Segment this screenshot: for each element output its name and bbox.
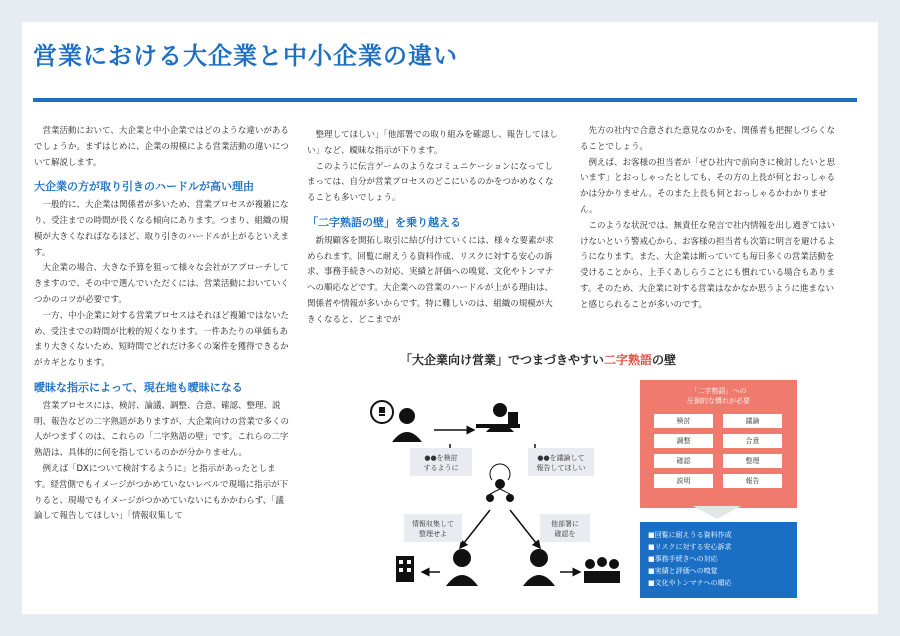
paragraph: 例えば「DXについて検討するように」と指示があったとします。経営側でもイメージがつかめていないレベルで現場に指示が下りると、現場でもイメージがつかめていないにもかかわらず、「議論して報告してほしい」「情報収集して [34,463,289,522]
word-grid [654,414,782,488]
figure-title-highlight: 二字熟語 [604,353,653,367]
team-hierarchy-icon [486,464,514,502]
requirement-item: ■文化やトンマナへの順応 [648,579,732,587]
paragraph: 整理してほしい」「他部署での取り組みを確認し、報告してほしい」など、曖昧な指示が下ります。 [307,130,558,156]
bubble-text: 他部署に [551,520,579,528]
word-cell: 整理 [723,454,782,468]
bubble-text: ●●を議論して [537,454,585,462]
paragraph: 例えば、お客様の担当者が「ぜひ社内で前向きに検討したいと思います」とおっしゃったとしても、その方の上長が何とおっしゃるかは分かりません。そのまた上長も何とおっしゃるかわかりません。 [580,157,836,215]
instruction-bubble-left [410,448,472,476]
bubble-text: 整理せよ [419,530,447,538]
requirements-list [640,522,797,598]
bubble-text: ●●を検討 [424,454,458,462]
instruction-bubble-lower-right [540,514,590,542]
down-arrow-icon [693,506,741,519]
paragraph: 一方、中小企業に対する営業プロセスはそれほど複雑ではないため、受注までの時間が比較的短くなります。一件あたりの単価もあまり大きくないため、短時間でどれだけ多くの案件を獲得できるかがカギとなります。 [34,310,290,369]
requirement-item: ■事務手続きへの対応 [648,555,718,563]
building-icon [396,556,414,582]
bubble-text: するように [423,464,459,472]
paragraph: 新規顧客を開拓し取引に結び付けていくには、様々な要素が求められます。回覧に耐えうる資料作成、リスクに対する安心の訴求、事務手続きへの対応、実績と評価への嗅覚、文化やトンマナへの順応などです。大企業への営業のハードルが上がる理由は、関係者や情報が多いからです。特に難しいのは、組織の規模が大きくなると、どこまでが [307,235,554,325]
two-kanji-words-panel [640,380,797,508]
word-cell: 議論 [723,414,782,428]
bubble-text: 確認を [554,530,576,538]
word-cell: 説明 [654,474,713,488]
staff-person-icon [446,549,478,586]
paragraph: 大企業の場合、大きな予算を狙って様々な会社がアプローチしてきますので、その中で選んでいただくには、営業活動においていくつかのコツが必要です。 [34,263,290,305]
title-underline [33,98,857,102]
figure-title [400,351,676,368]
figure-title-part: の壁 [652,353,677,367]
word-cell: 合意 [723,434,782,448]
instruction-bubble-lower-left [404,514,462,542]
panel-heading-line: 「二字熟語」への [690,387,747,395]
bubble-text: 報告してほしい [536,464,586,472]
word-cell: 確認 [654,454,713,468]
word-cell: 調整 [654,434,713,448]
bubble-text: 情報収集して [412,520,454,528]
panel-heading-line: 圧倒的な慣れが必要 [687,397,750,405]
paragraph: 営業プロセスには、検討、論議、調整、合意、確認、整理、説明、報告などの二字熟語がありますが、大企業向けの営業で多くの人がつまずくのは、これらの「二字熟語の壁」です。これらの二字熟語は、具体的に何を指しているのかが分かりません。 [34,400,290,459]
requirement-item: ■リスクに対する安心訴求 [648,543,732,551]
executive-person-icon [392,408,422,442]
instruction-bubble-right [528,448,594,476]
page-title: 営業における大企業と中小企業の違い [33,42,458,70]
column-2 [307,128,561,329]
requirement-item: ■実績と評価への嗅覚 [648,567,718,575]
idea-bulb-icon [371,401,393,423]
paragraph: 一般的に、大企業は関係者が多いため、営業プロセスが複雑になり、受注までの時間が長くなる傾向にあります。つまり、組織の規模が大きくなればなるほど、取り引きのハードルが上がるといえます。 [34,200,290,258]
section-heading-vague: 曖昧な指示によって、現在地も曖昧になる [34,380,243,394]
panel-heading [640,386,797,406]
figure-title-part: 「大企業向け営業」でつまづきやすい [400,353,605,367]
requirement-item: ■回覧に耐えうる資料作成 [648,531,732,539]
word-cell: 検討 [654,414,713,428]
column-3 [580,124,836,314]
section-heading-overcome: 「二字熟語の壁」を乗り越える [307,215,461,229]
section-heading-hurdle: 大企業の方が取り引きのハードルが高い理由 [34,180,254,194]
group-people-icon [584,557,620,583]
word-cell: 報告 [723,474,782,488]
communication-diagram [340,376,650,586]
manager-at-desk-icon [476,403,520,432]
column-1 [34,124,290,525]
intro-paragraph: 営業活動において、大企業と中小企業ではどのような違いがあるでしょうか。まずはじめに、企業の規模による営業活動の違いについて解説します。 [34,126,289,168]
staff-person-icon [523,549,555,586]
paragraph: このように伝言ゲームのようなコミュニケーションになってしまっては、自分が営業プロセスのどこにいるのかをつかめなくなることも多いでしょう。 [307,161,554,204]
paragraph: 先方の社内で合意された意見なのかを、関係者も把握しづらくなることでしょう。 [580,126,836,152]
paragraph: このような状況では、無責任な発言で社内情報を出し過ぎてはいけないという警戒心から、お客様の担当者も次第に明言を避けるようになります。また、大企業は断っていても毎日多くの営業活動を受けることから、上手くあしらうことにも慣れている場合もあります。そのため、大企業に対する営業はなかなか思うように進まないと感じられることが多いのです。 [580,220,836,310]
